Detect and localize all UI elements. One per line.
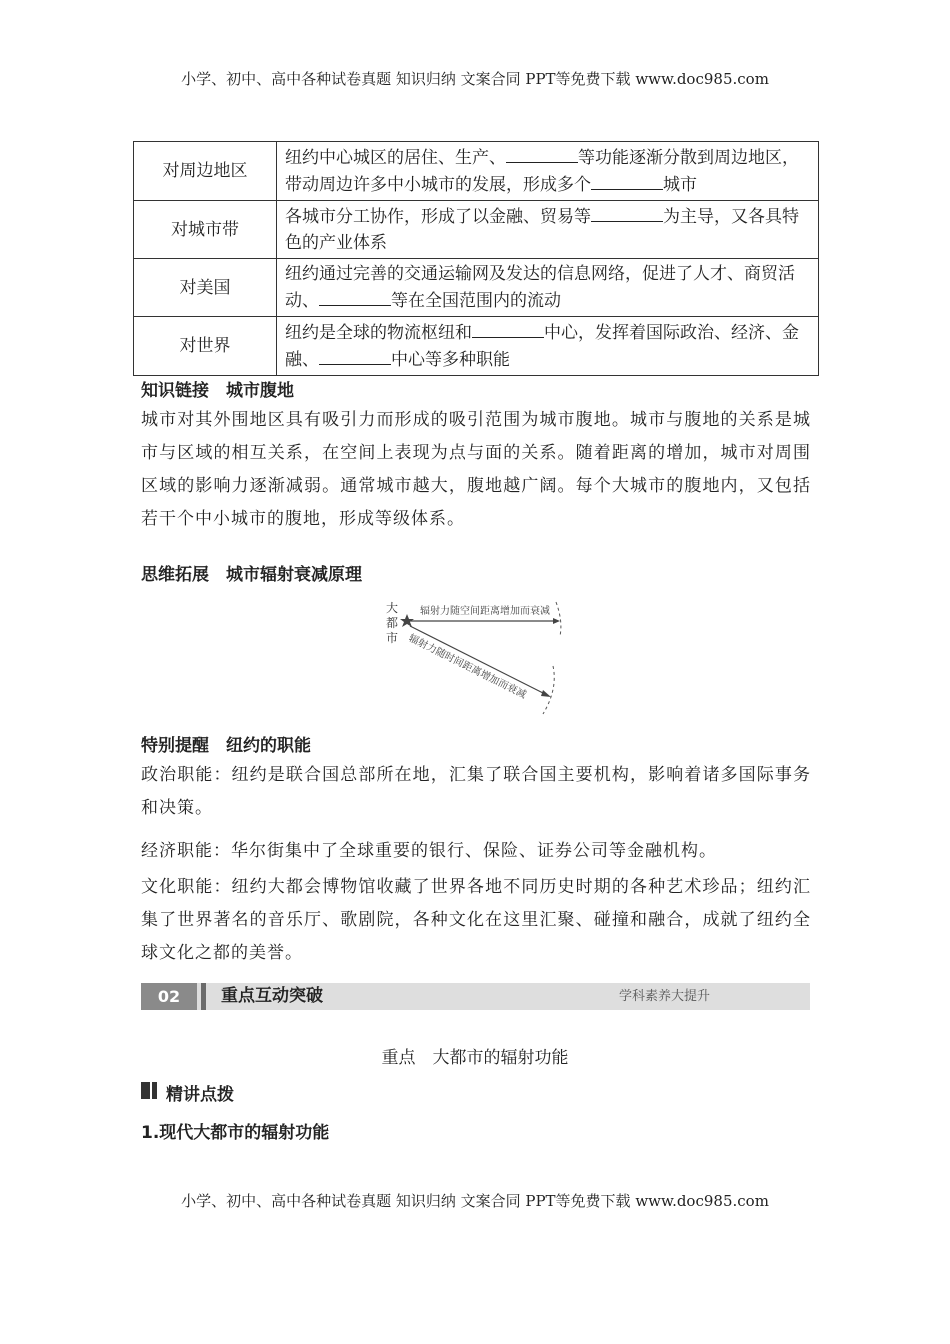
economic-function-text: 经济职能：华尔街集中了全球重要的银行、保险、证券公司等金融机构。 — [141, 841, 717, 861]
city-label-2: 都 — [386, 616, 399, 630]
key-point-title: 重点 大都市的辐射功能 — [381, 1048, 569, 1068]
time-boundary-arc — [543, 666, 554, 714]
thinking-heading: 思维拓展 城市辐射衰减原理 — [141, 565, 362, 585]
table-row — [134, 142, 819, 201]
text-part: 纽约中心城区的居住、生产、 — [285, 148, 506, 168]
text-part: 为主导，又各具特色的产业体系 — [285, 207, 799, 253]
time-arrow-head — [541, 690, 551, 697]
political-function-text: 政治职能：纽约是联合国总部所在地，汇集了联合国主要机构，影响着诸多国际事务和决策。 — [141, 765, 811, 818]
city-label-3: 市 — [386, 631, 399, 645]
text-part: 等功能逐渐分散到周边地区，带动周边许多中小城市的发展，形成多个 — [285, 148, 799, 195]
row-content — [277, 142, 819, 201]
text-part: 纽约是全球的物流枢纽和 — [285, 323, 472, 343]
row-label: 对世界 — [134, 317, 277, 376]
time-arrow-label: 辐射力随时间距离增加而衰减 — [406, 632, 528, 702]
table-row — [134, 317, 819, 376]
space-arrow-label: 辐射力随空间距离增加而衰减 — [420, 606, 550, 617]
cultural-function-text: 文化职能：纽约大都会博物馆收藏了世界各地不同历史时期的各种艺术珍品；纽约汇集了世界著名的音乐厅、歌剧院，各种文化在这里汇聚、碰撞和融合，成就了纽约全球文化之都的美誉。 — [141, 877, 811, 963]
section-block-icon — [141, 1082, 157, 1099]
page-header: 小学、初中、高中各种试卷真题 知识归纳 文案合同 PPT等免费下载 www.doc985.com — [181, 70, 769, 88]
page-footer: 小学、初中、高中各种试卷真题 知识归纳 文案合同 PPT等免费下载 www.doc985.com — [181, 1192, 769, 1210]
section-heading: 精讲点拨 — [166, 1085, 234, 1105]
text-part: 中心，发挥着国际政治、经济、金融、 — [285, 323, 799, 370]
text-part: 等在全国范围内的流动 — [391, 291, 561, 311]
fill-blank[interactable] — [472, 319, 544, 338]
row-label: 对城市带 — [134, 201, 277, 259]
fill-blank[interactable] — [319, 287, 391, 306]
newyork-function-table — [133, 141, 819, 376]
space-arrow-head — [553, 618, 560, 624]
banner-number: 02 — [141, 983, 197, 1010]
row-label: 对美国 — [134, 259, 277, 317]
radiation-decay-diagram — [378, 594, 578, 719]
fill-blank[interactable] — [591, 203, 663, 222]
fill-blank[interactable] — [319, 346, 391, 365]
row-label: 对周边地区 — [134, 142, 277, 201]
knowledge-link-heading: 知识链接 城市腹地 — [141, 381, 294, 401]
text-part: 中心等多种职能 — [391, 350, 510, 370]
city-label-1: 大 — [386, 601, 399, 615]
text-part: 纽约通过完善的交通运输网及发达的信息网络，促进了人才、商贸活动、 — [285, 264, 795, 311]
row-content — [277, 259, 819, 317]
banner-subtitle: 学科素养大提升 — [619, 989, 711, 1004]
subsection-heading: 1.现代大都市的辐射功能 — [141, 1123, 330, 1143]
time-arrow-line — [410, 626, 545, 694]
banner-divider — [201, 983, 206, 1010]
fill-blank[interactable] — [591, 171, 663, 190]
banner-title: 重点互动突破 — [221, 986, 323, 1006]
table-row — [134, 259, 819, 317]
row-content — [277, 201, 819, 259]
space-boundary-arc — [556, 602, 561, 636]
table-row — [134, 201, 819, 259]
row-content — [277, 317, 819, 376]
section-banner — [141, 983, 810, 1010]
fill-blank[interactable] — [506, 144, 578, 163]
reminder-heading: 特别提醒 纽约的职能 — [141, 736, 311, 756]
knowledge-link-text: 城市对其外围地区具有吸引力而形成的吸引范围为城市腹地。城市与腹地的关系是城市与区域的相互关系，在空间上表现为点与面的关系。随着距离的增加，城市对周围区域的影响力逐渐减弱。通常城市越大，腹地越广阔。每个大城市的腹地内，又包括若干个中小城市的腹地，形成等级体系。 — [141, 410, 811, 529]
text-part: 城市 — [663, 175, 697, 195]
text-part: 各城市分工协作，形成了以金融、贸易等 — [285, 207, 591, 227]
